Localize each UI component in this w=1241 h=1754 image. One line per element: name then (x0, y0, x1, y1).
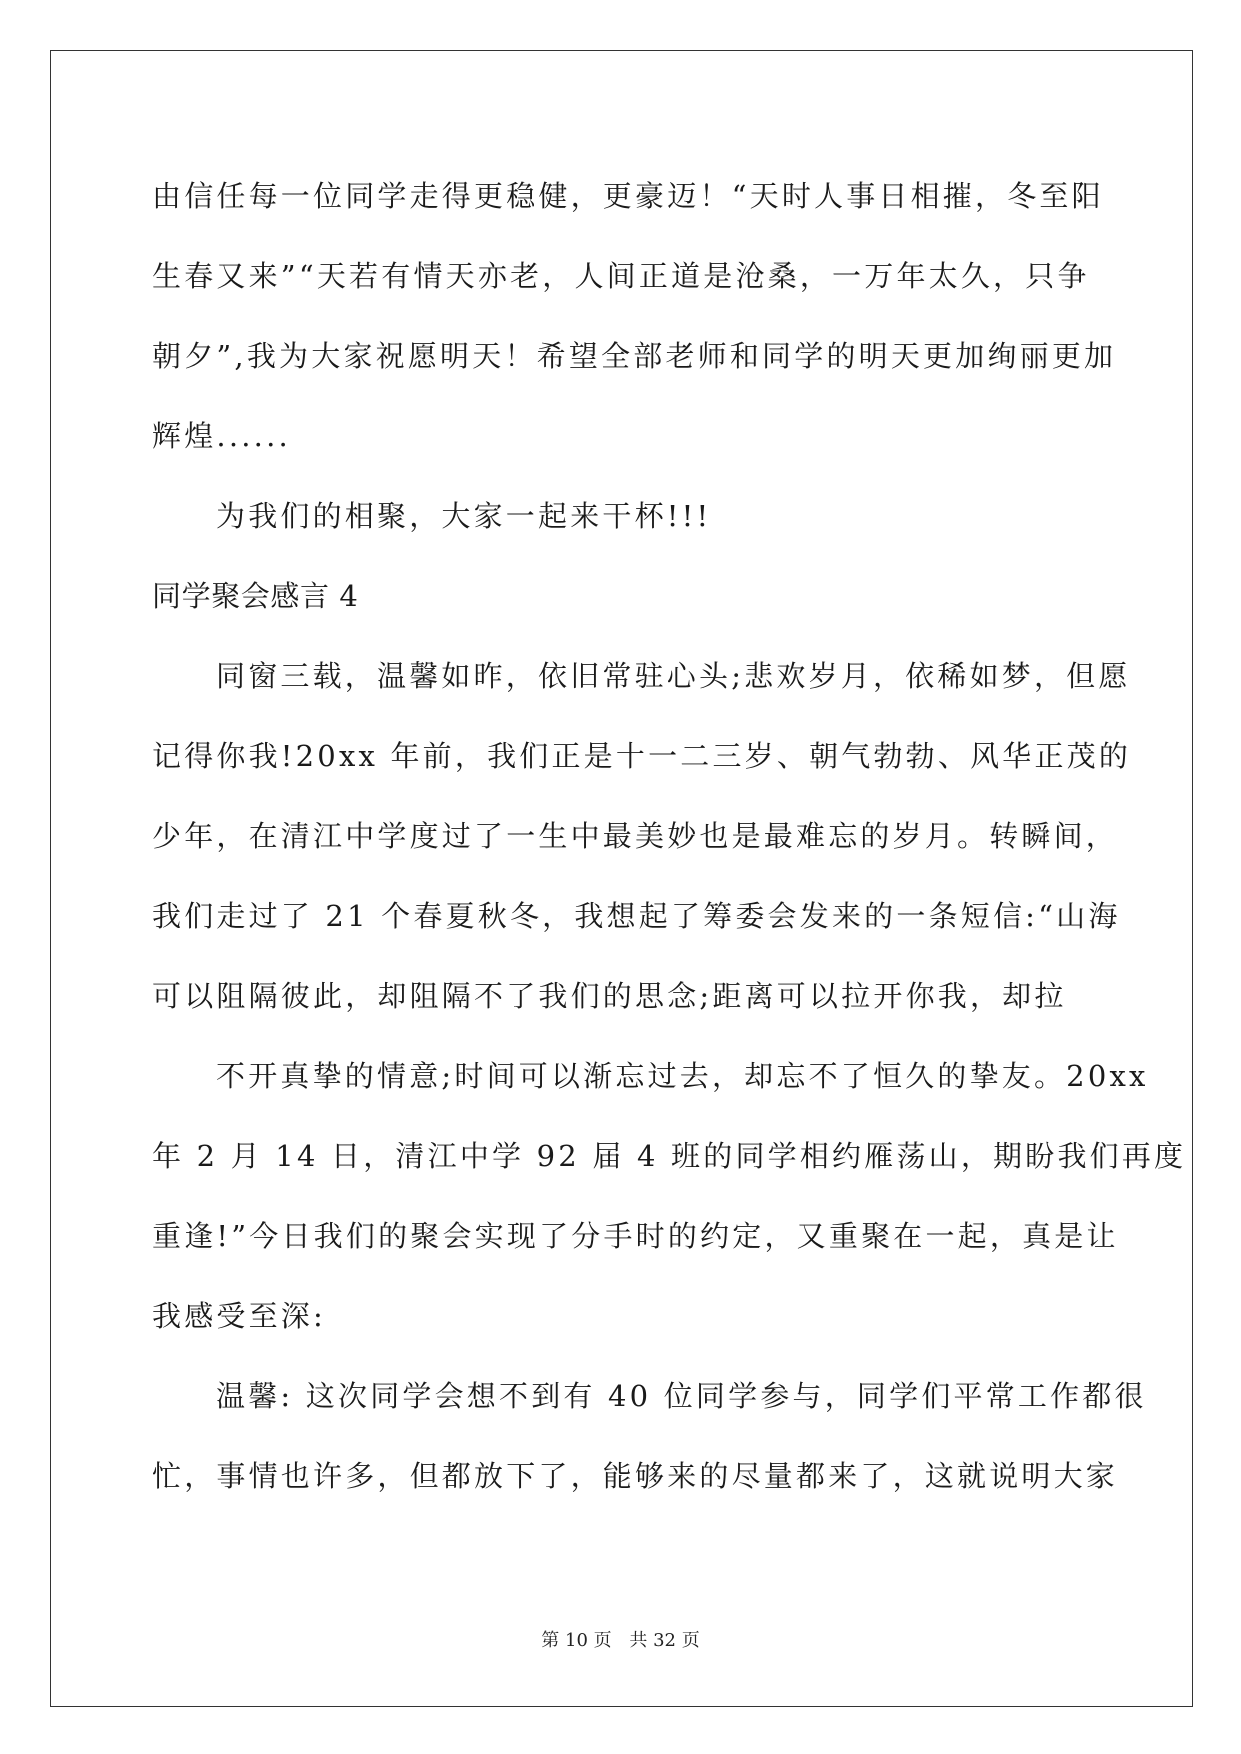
section-heading: 同学聚会感言 4 (152, 579, 359, 613)
paragraph-line: 可以阻隔彼此，却阻隔不了我们的思念;距离可以拉开你我，却拉 (152, 979, 1067, 1013)
page-number: 第 10 页 (541, 1630, 612, 1651)
paragraph-line: 朝夕”,我为大家祝愿明天！希望全部老师和同学的明天更加绚丽更加 (152, 339, 1117, 373)
paragraph-line: 由信任每一位同学走得更稳健，更豪迈！“天时人事日相摧，冬至阳 (152, 179, 1104, 213)
paragraph-line: 年 2 月 14 日，清江中学 92 届 4 班的同学相约雁荡山，期盼我们再度 (152, 1139, 1187, 1173)
paragraph-line: 不开真挚的情意;时间可以渐忘过去，却忘不了恒久的挚友。20xx (216, 1059, 1149, 1093)
paragraph-line: 生春又来”“天若有情天亦老，人间正道是沧桑，一万年太久，只争 (152, 259, 1090, 293)
paragraph-line: 记得你我!20xx 年前，我们正是十一二三岁、朝气勃勃、风华正茂的 (152, 739, 1132, 773)
paragraph-line: 我感受至深: (152, 1299, 326, 1333)
paragraph-line: 少年，在清江中学度过了一生中最美妙也是最难忘的岁月。转瞬间， (152, 819, 1119, 853)
page-footer (0, 1629, 1241, 1653)
paragraph-line: 辉煌...... (152, 419, 291, 453)
paragraph-line: 重逢!”今日我们的聚会实现了分手时的约定，又重聚在一起，真是让 (152, 1219, 1119, 1253)
toast-line: 为我们的相聚，大家一起来干杯!!! (216, 499, 712, 533)
paragraph-line: 忙，事情也许多，但都放下了，能够来的尽量都来了，这就说明大家 (152, 1459, 1119, 1493)
paragraph-line: 温馨: 这次同学会想不到有 40 位同学参与，同学们平常工作都很 (216, 1379, 1147, 1413)
paragraph-line: 同窗三载，温馨如昨，依旧常驻心头;悲欢岁月，依稀如梦，但愿 (216, 659, 1131, 693)
document-body (152, 156, 1187, 1516)
paragraph-line: 我们走过了 21 个春夏秋冬，我想起了筹委会发来的一条短信:“山海 (152, 899, 1121, 933)
page-total: 共 32 页 (629, 1630, 700, 1651)
